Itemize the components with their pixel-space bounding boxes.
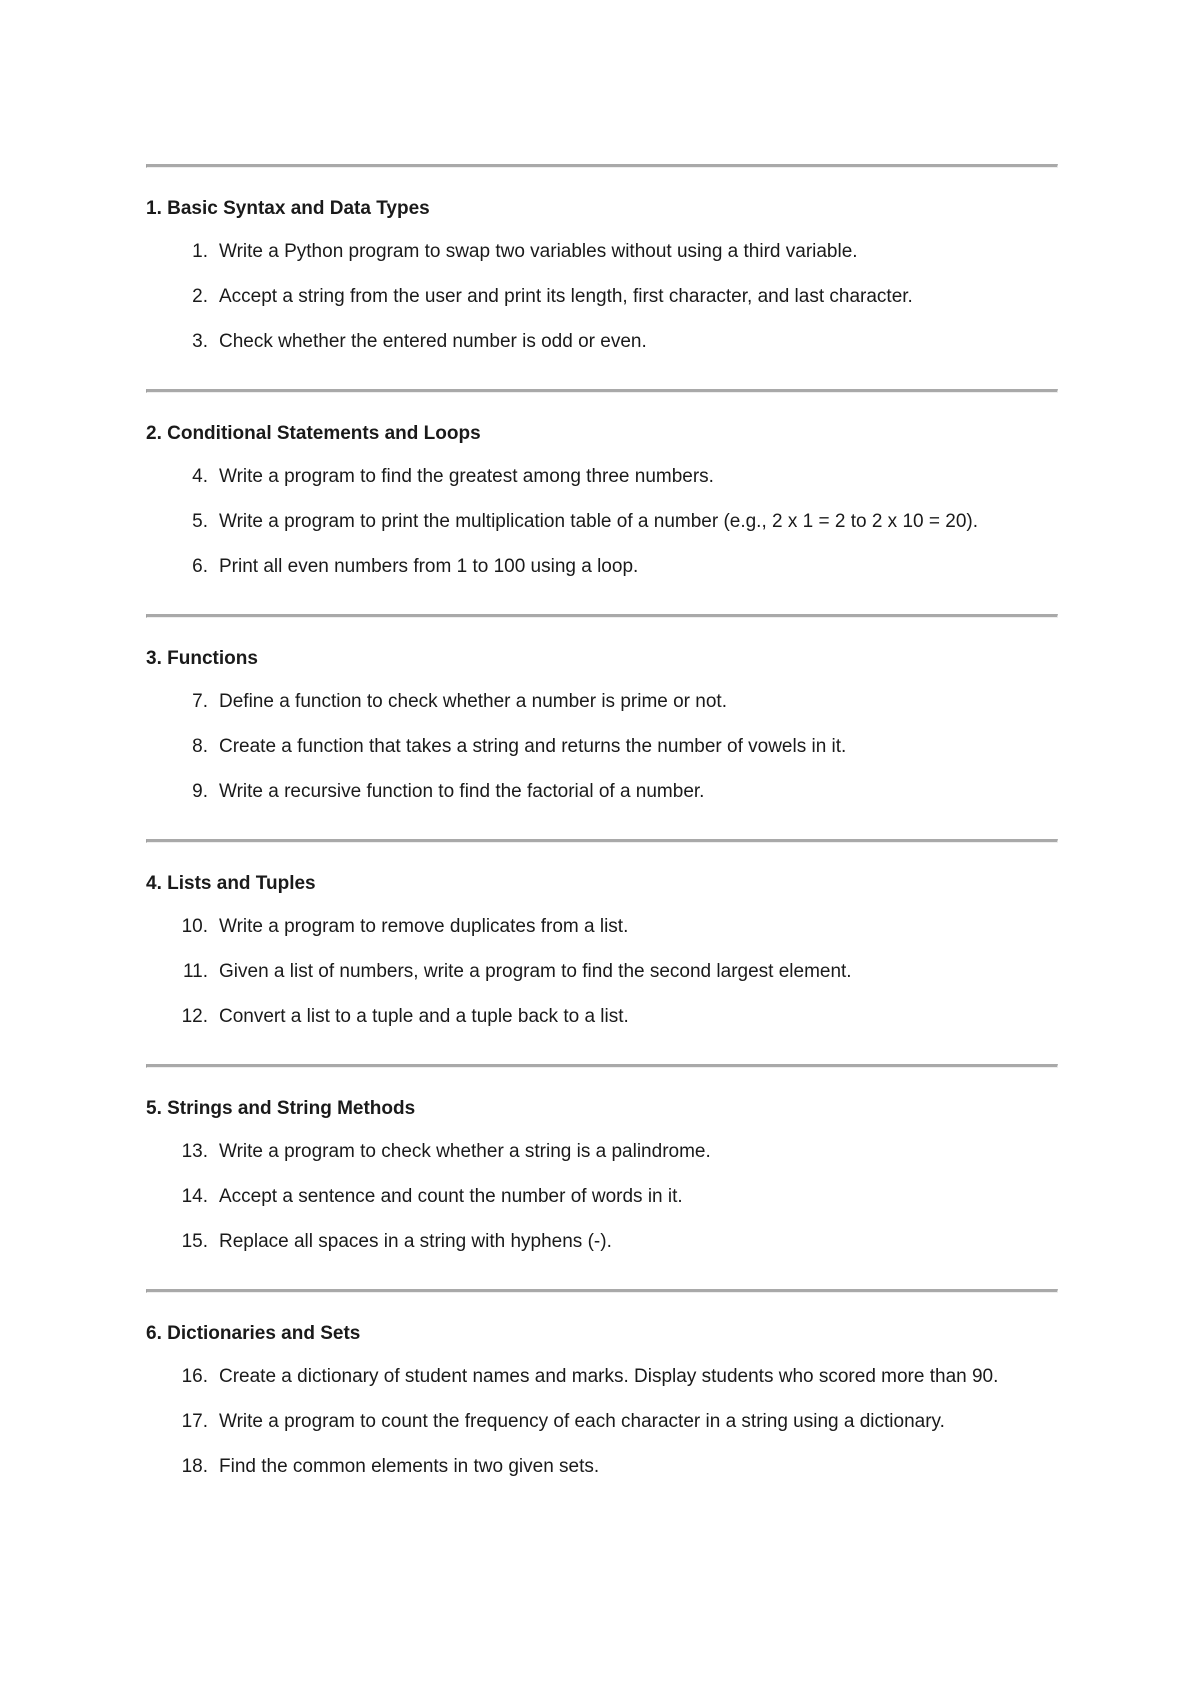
- list-item: [146, 1137, 1058, 1166]
- item-number: 4.: [192, 466, 208, 487]
- section-title: 6. Dictionaries and Sets: [146, 1323, 361, 1344]
- section-title: 1. Basic Syntax and Data Types: [146, 198, 430, 219]
- list-item: [146, 327, 1058, 356]
- list-item: [146, 1182, 1058, 1211]
- item-text: Write a program to find the greatest among three numbers.: [219, 466, 714, 487]
- document-page: [146, 164, 1058, 1514]
- list-item: [146, 777, 1058, 806]
- list-item: [146, 462, 1058, 491]
- item-number: 7.: [192, 691, 208, 712]
- exercise-list: [146, 912, 1058, 1031]
- list-item: [146, 1362, 1058, 1391]
- item-number: 17.: [181, 1411, 208, 1432]
- item-text: Accept a sentence and count the number of words in it.: [219, 1186, 683, 1207]
- item-number: 18.: [181, 1456, 208, 1477]
- section-title: 2. Conditional Statements and Loops: [146, 423, 481, 444]
- section-dictionaries-sets: [146, 1293, 1058, 1514]
- section-title: 5. Strings and String Methods: [146, 1098, 416, 1119]
- list-item: [146, 1407, 1058, 1436]
- item-number: 15.: [181, 1231, 208, 1252]
- section-conditionals-loops: [146, 393, 1058, 614]
- item-text: Find the common elements in two given sets.: [219, 1456, 600, 1477]
- item-text: Write a program to check whether a string is a palindrome.: [219, 1141, 711, 1162]
- item-text: Create a function that takes a string and returns the number of vowels in it.: [219, 736, 847, 757]
- item-text: Write a program to print the multiplication table of a number (e.g., 2 x 1 = 2 to 2 x 10 = 20).: [219, 511, 978, 532]
- section-title: 4. Lists and Tuples: [146, 873, 316, 894]
- item-number: 6.: [192, 556, 208, 577]
- item-text: Write a program to count the frequency of each character in a string using a dictionary.: [219, 1411, 945, 1432]
- item-text: Convert a list to a tuple and a tuple back to a list.: [219, 1006, 629, 1027]
- item-text: Write a program to remove duplicates from a list.: [219, 916, 629, 937]
- item-text: Check whether the entered number is odd or even.: [219, 331, 647, 352]
- section-functions: [146, 618, 1058, 839]
- list-item: [146, 687, 1058, 716]
- item-number: 13.: [181, 1141, 208, 1162]
- item-number: 12.: [181, 1006, 208, 1027]
- list-item: [146, 237, 1058, 266]
- list-item: [146, 1227, 1058, 1256]
- exercise-list: [146, 1362, 1058, 1481]
- exercise-list: [146, 687, 1058, 806]
- section-strings: [146, 1068, 1058, 1289]
- list-item: [146, 957, 1058, 986]
- list-item: [146, 282, 1058, 311]
- section-lists-tuples: [146, 843, 1058, 1064]
- item-text: Write a recursive function to find the factorial of a number.: [219, 781, 705, 802]
- item-number: 14.: [181, 1186, 208, 1207]
- item-text: Replace all spaces in a string with hyphens (-).: [219, 1231, 612, 1252]
- item-number: 16.: [181, 1366, 208, 1387]
- item-number: 5.: [192, 511, 208, 532]
- exercise-list: [146, 1137, 1058, 1256]
- item-number: 2.: [192, 286, 208, 307]
- exercise-list: [146, 237, 1058, 356]
- section-basic-syntax: [146, 168, 1058, 389]
- item-text: Print all even numbers from 1 to 100 using a loop.: [219, 556, 639, 577]
- list-item: [146, 552, 1058, 581]
- exercise-list: [146, 462, 1058, 581]
- item-number: 3.: [192, 331, 208, 352]
- section-title: 3. Functions: [146, 648, 258, 669]
- list-item: [146, 1002, 1058, 1031]
- item-text: Define a function to check whether a number is prime or not.: [219, 691, 727, 712]
- list-item: [146, 1452, 1058, 1481]
- item-text: Given a list of numbers, write a program to find the second largest element.: [219, 961, 852, 982]
- item-text: Write a Python program to swap two variables without using a third variable.: [219, 241, 858, 262]
- item-number: 10.: [181, 916, 208, 937]
- list-item: [146, 912, 1058, 941]
- item-number: 8.: [192, 736, 208, 757]
- item-number: 11.: [182, 961, 208, 982]
- item-number: 1.: [192, 241, 208, 262]
- list-item: [146, 732, 1058, 761]
- item-text: Accept a string from the user and print its length, first character, and last character.: [219, 286, 913, 307]
- item-text: Create a dictionary of student names and marks. Display students who scored more than 90.: [219, 1366, 999, 1387]
- item-number: 9.: [192, 781, 208, 802]
- list-item: [146, 507, 1058, 536]
